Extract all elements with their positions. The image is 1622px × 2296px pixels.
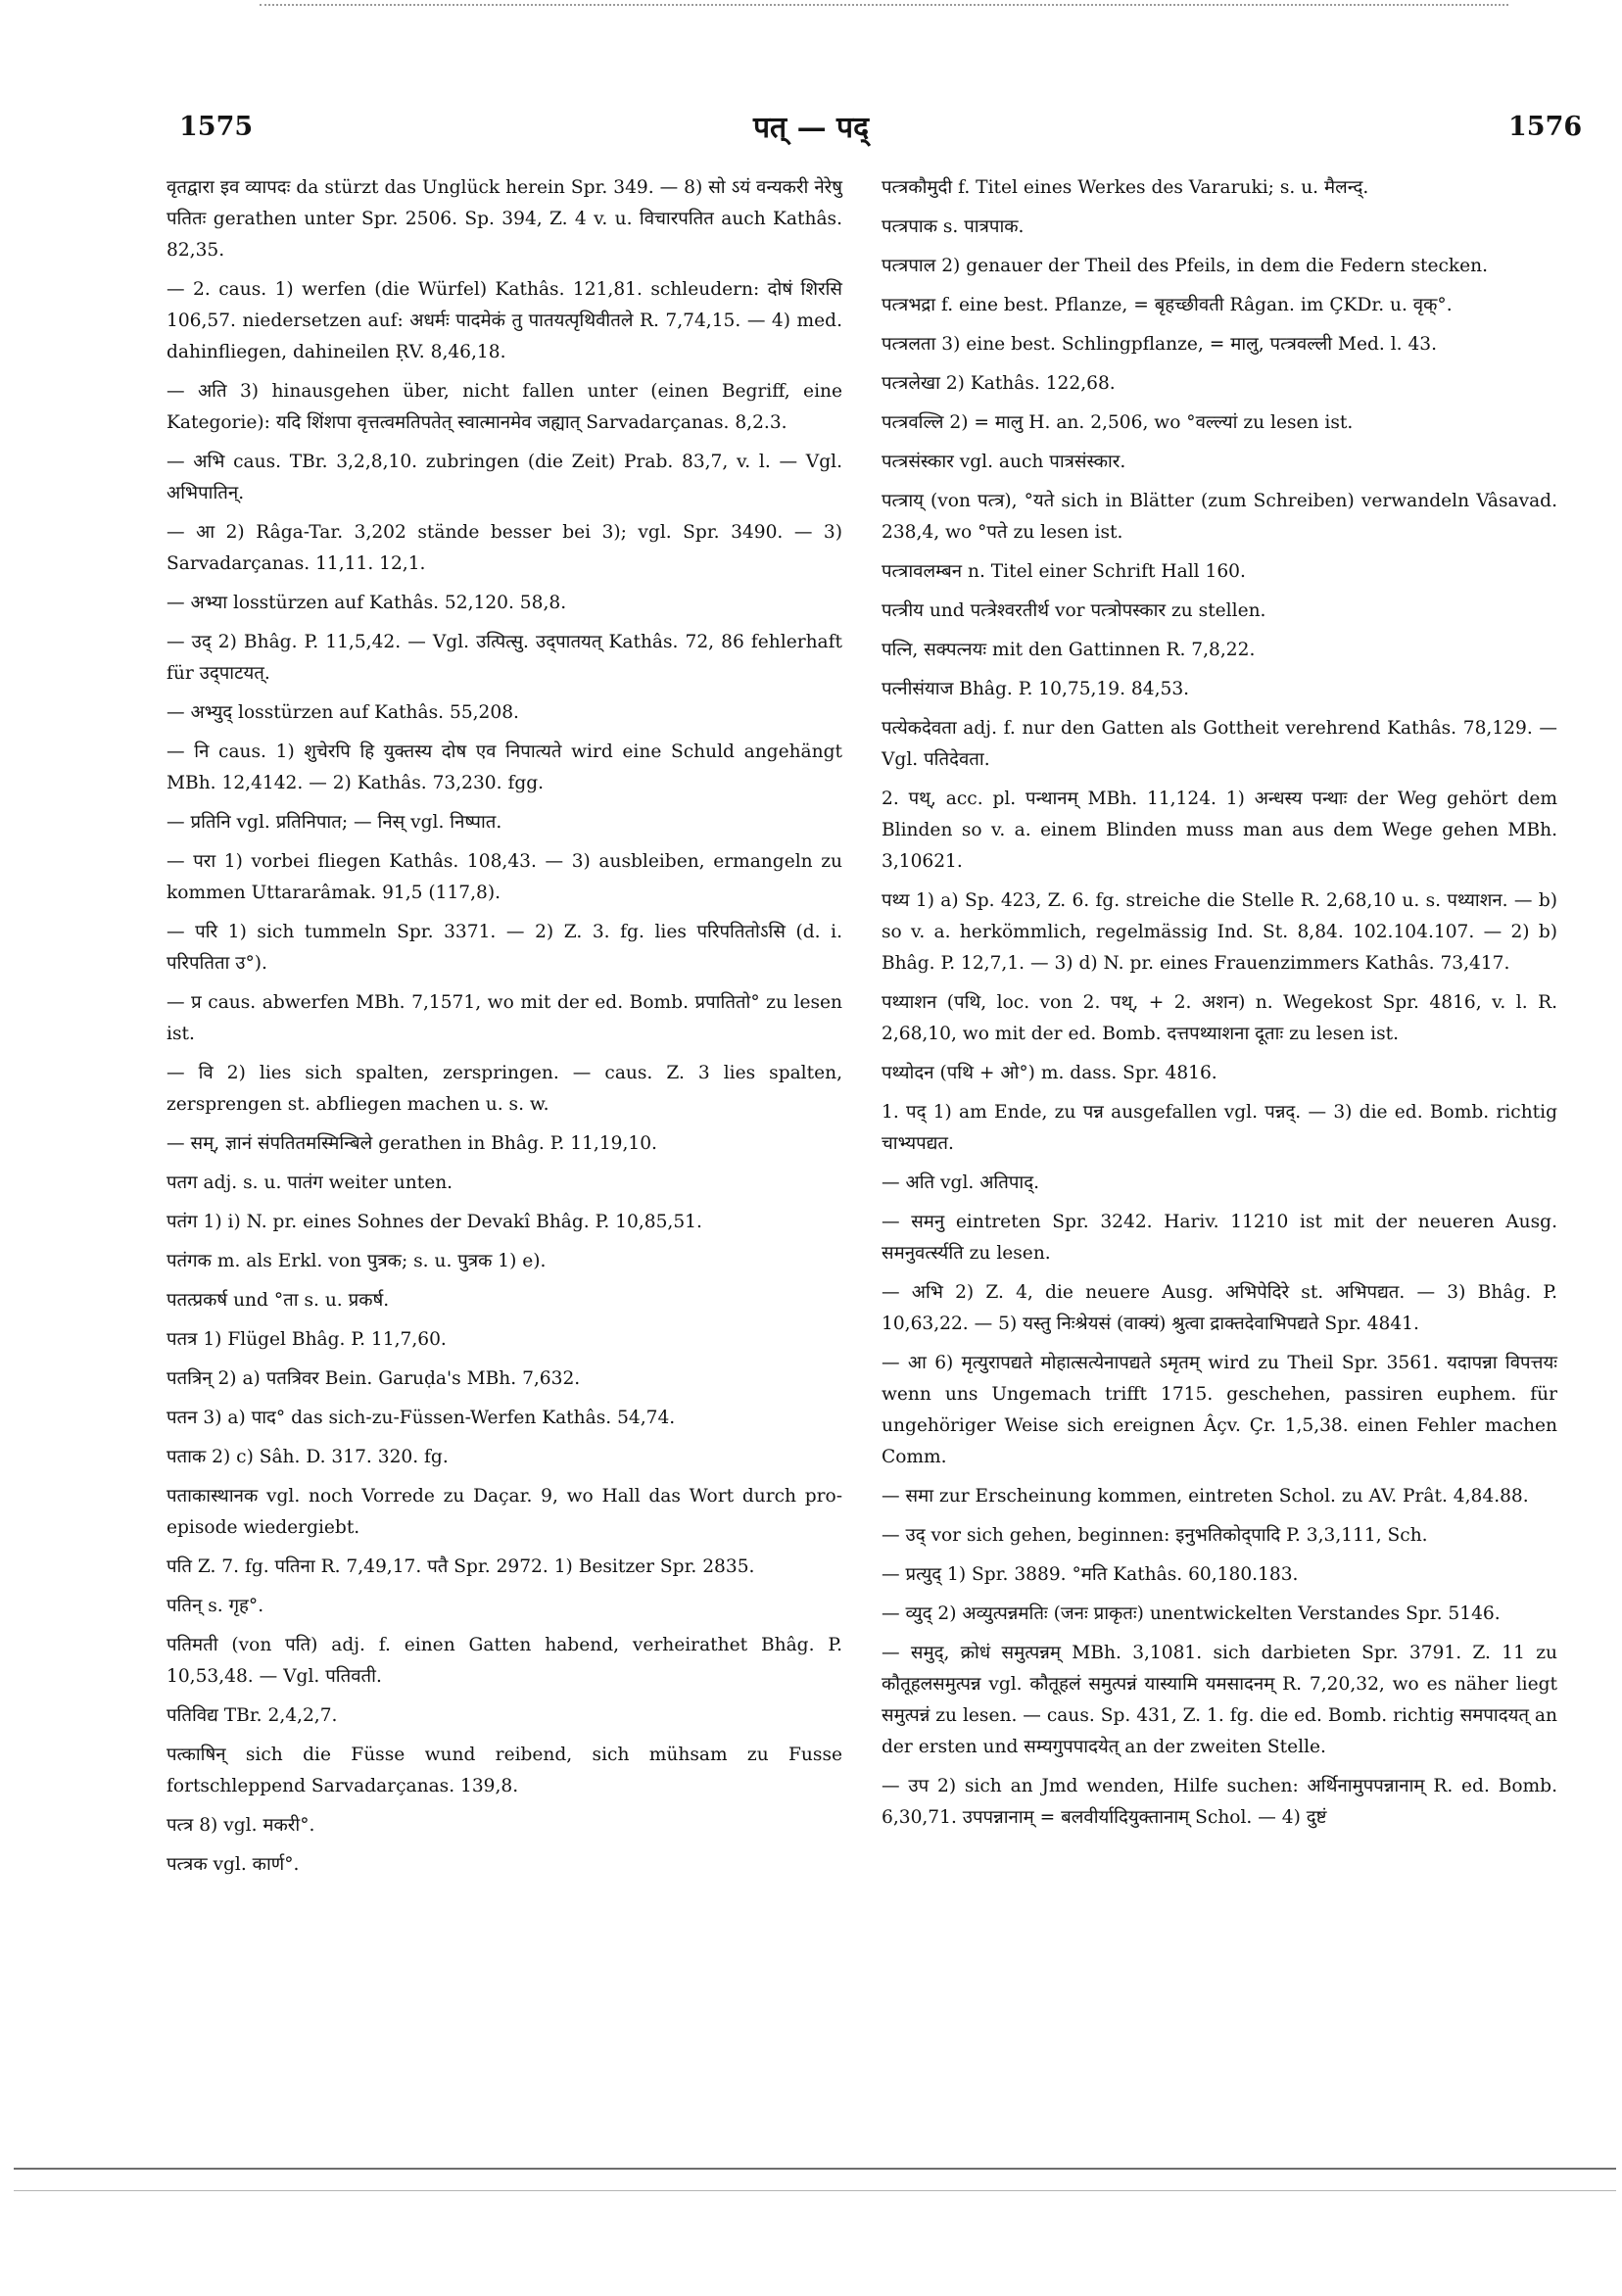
dictionary-entry: — प्रत्युद् 1) Spr. 3889. °मति Kathâs. 60,180.183.: [882, 1564, 1299, 1585]
dictionary-entry: पथ्य 1) a) Sp. 423, Z. 6. fg. streiche die Stelle R. 2,68,10 u. s. पथ्याशन. — b) so v. a. herkömmlich, regelmässig Ind. St. 8,84. 102.104.107. — 2) b) Bhâg. P. 12,7,1. — 3) d) N. pr. eines Frauenzimmers Kathâs. 73,417.: [882, 890, 1557, 974]
dictionary-entry: — उप 2) sich an Jmd wenden, Hilfe suchen: अर्थिनामुपपन्नानाम् R. ed. Bomb. 6,30,71. उपपन्नानाम् = बलवीर्यादियुक्तानाम् Schol. — 4) दुष्टं: [882, 1776, 1557, 1828]
dictionary-entry: पत्त्रवल्लि 2) = मालु H. an. 2,506, wo °वल्ल्यां zu lesen ist.: [882, 412, 1354, 433]
dictionary-entry: पत्त्रीय und पत्त्रेश्वरतीर्थ vor पत्त्रोपस्कार zu stellen.: [882, 600, 1266, 621]
dictionary-entry: — उद् vor sich gehen, beginnen: इनुभतिकोद्पादि P. 3,3,111, Sch.: [882, 1525, 1428, 1546]
dictionary-entry: पतत्र 1) Flügel Bhâg. P. 11,7,60.: [167, 1329, 447, 1350]
dictionary-entry: — अभि 2) Z. 4, die neuere Ausg. अभिपेदिरे st. अभिपद्यत. — 3) Bhâg. P. 10,63,22. — 5) यस्तु निःश्रेयसं (वाक्यं) श्रुत्वा द्राक्तदेवाभिपद्यते Spr. 4841.: [882, 1282, 1557, 1334]
dictionary-entry: पत्त्रकौमुदी f. Titel eines Werkes des Vararuki; s. u. मैलन्द्.: [882, 177, 1369, 198]
left-column: [167, 172, 842, 1889]
dictionary-entry: पतत्प्रकर्ष und °ता s. u. प्रकर्ष.: [167, 1290, 390, 1311]
dictionary-entry: — समनु eintreten Spr. 3242. Hariv. 11210 ist mit der neueren Ausg. समनुवर्त्स्यति zu lesen.: [882, 1212, 1557, 1264]
dictionary-entry: — अति vgl. अतिपाद्.: [882, 1172, 1039, 1193]
dictionary-entry: — समा zur Erscheinung kommen, eintreten Schol. zu AV. Prât. 4,84.88.: [882, 1486, 1529, 1507]
dictionary-entry: — वि 2) lies sich spalten, zerspringen. — caus. Z. 3 lies spalten, zersprengen st. abfliegen machen u. s. w.: [167, 1063, 842, 1115]
dictionary-entry: पत्त्रसंस्कार vgl. auch पात्रसंस्कार.: [882, 452, 1126, 472]
dictionary-entry: — नि caus. 1) शुचेरपि हि युक्तस्य दोष एव निपात्यते wird eine Schuld angehängt MBh. 12,4142. — 2) Kathâs. 73,230. fgg.: [167, 741, 842, 793]
dictionary-entry: पताक 2) c) Sâh. D. 317. 320. fg.: [167, 1447, 449, 1467]
dictionary-entry: पथ्याशन (पथि, loc. von 2. पथ्, + 2. अशन) n. Wegekost Spr. 4816, v. l. R. 2,68,10, wo mit der ed. Bomb. दत्तपथ्याशना दूताः zu lesen ist.: [882, 992, 1557, 1044]
dictionary-entry: — अभि caus. TBr. 3,2,8,10. zubringen (die Zeit) Prab. 83,7, v. l. — Vgl. अभिपातिन्.: [167, 452, 842, 503]
dictionary-entry: पत्त्रपाक s. पात्रपाक.: [882, 216, 1025, 237]
dictionary-entry: पत्त्रभद्रा f. eine best. Pflanze, = बृहच्छीवती Râgan. im ÇKDr. u. वृक्°.: [882, 295, 1453, 315]
dictionary-entry: पत्नीसंयाज Bhâg. P. 10,75,19. 84,53.: [882, 679, 1190, 699]
dictionary-entry: पत्त्रलता 3) eine best. Schlingpflanze, = मालु, पत्त्रवल्ली Med. l. 43.: [882, 334, 1438, 355]
bottom-rule-thin: [14, 2190, 1616, 2191]
dictionary-entry: पतिविद्य TBr. 2,4,2,7.: [167, 1705, 338, 1726]
dictionary-entry: — सम्, ज्ञानं संपतितमस्मिन्बिले gerathen in Bhâg. P. 11,19,10.: [167, 1133, 657, 1154]
dictionary-entry: पत्काषिन् sich die Füsse wund reibend, sich mühsam zu Fusse fortschleppend Sarvadarçanas. 139,8.: [167, 1745, 842, 1796]
dictionary-entry: 2. पथ्, acc. pl. पन्थानम् MBh. 11,124. 1) अन्धस्य पन्थाः der Weg gehört dem Blinden so v. a. einem Blinden muss man aus dem Wege gehen MBh. 3,10621.: [882, 789, 1557, 872]
left-page-number: 1575: [179, 112, 254, 142]
right-column: [882, 172, 1557, 1842]
dictionary-entry: — अभ्युद् losstürzen auf Kathâs. 55,208.: [167, 702, 519, 723]
dictionary-entry: पतन 3) a) पाद° das sich-zu-Füssen-Werfen Kathâs. 54,74.: [167, 1408, 676, 1428]
dictionary-entry: — अभ्या losstürzen auf Kathâs. 52,120. 58,8.: [167, 593, 567, 613]
dictionary-entry: — 2. caus. 1) werfen (die Würfel) Kathâs. 121,81. schleudern: दोषं शिरसि 106,57. niedersetzen auf: अधर्मः पादमेकं तु पातयत्पृथिवीतले R. 7,74,15. — 4) med. dahinfliegen, dahineilen ṚV. 8,46,18.: [167, 279, 842, 362]
dictionary-entry: पतिमती (von पति) adj. f. einen Gatten habend, verheirathet Bhâg. P. 10,53,48. — Vgl. पतिवती.: [167, 1635, 842, 1687]
dictionary-entry: पत्त्रक vgl. कार्ण°.: [167, 1854, 300, 1875]
dictionary-entry: पताकास्थानक vgl. noch Vorrede zu Daçar. 9, wo Hall das Wort durch pro-episode wiedergiebt.: [167, 1486, 842, 1538]
dictionary-entry: — आ 2) Râga-Tar. 3,202 stände besser bei 3); vgl. Spr. 3490. — 3) Sarvadarçanas. 11,11. 12,1.: [167, 522, 842, 574]
dictionary-entry: पत्त्रावलम्बन n. Titel einer Schrift Hall 160.: [882, 561, 1246, 582]
dictionary-entry: पतिन् s. गृह°.: [167, 1596, 264, 1616]
dictionary-entry: — अति 3) hinausgehen über, nicht fallen unter (einen Begriff, eine Kategorie): यदि शिंशपा वृत्तत्वमतिपतेत् स्वात्मानमेव जह्यात् Sarvadarçanas. 8,2.3.: [167, 381, 842, 433]
dictionary-entry: पत्त्रपाल 2) genauer der Theil des Pfeils, in dem die Federn stecken.: [882, 256, 1489, 276]
running-head: पत् — पद्: [753, 111, 869, 145]
dictionary-entry: पत्त्रलेखा 2) Kathâs. 122,68.: [882, 373, 1116, 394]
bottom-rule: [14, 2168, 1616, 2170]
dictionary-entry: पतंगक m. als Erkl. von पुत्रक; s. u. पुत्रक 1) e).: [167, 1251, 547, 1271]
dictionary-entry: पत्नि, सक्पत्नयः mit den Gattinnen R. 7,8,22.: [882, 640, 1256, 660]
dictionary-entry: — आ 6) मृत्युरापद्यते मोहात्सत्येनापद्यते ऽमृतम् wird zu Theil Spr. 3561. यदापन्ना विपत्तयः wenn uns Ungemach trifft 1715. geschehen, passiren euphem. für ungehöriger Weise sich ereignen Âçv. Çr. 1,5,38. einen Fehler machen Comm.: [882, 1353, 1557, 1467]
dictionary-entry: — परा 1) vorbei fliegen Kathâs. 108,43. — 3) ausbleiben, ermangeln zu kommen Uttararâmak. 91,5 (117,8).: [167, 851, 842, 903]
dictionary-entry: — प्र caus. abwerfen MBh. 7,1571, wo mit der ed. Bomb. प्रपातितो° zu lesen ist.: [167, 992, 842, 1044]
dictionary-entry: पति Z. 7. fg. पतिना R. 7,49,17. पतै Spr. 2972. 1) Besitzer Spr. 2835.: [167, 1556, 755, 1577]
dictionary-entry: पत्येकदेवता adj. f. nur den Gatten als Gottheit verehrend Kathâs. 78,129. — Vgl. पतिदेवता.: [882, 718, 1557, 770]
dictionary-entry: पत्त्राय् (von पत्त्र), °यते sich in Blätter (zum Schreiben) verwandeln Vâsavad. 238,4, wo °पते zu lesen ist.: [882, 491, 1557, 543]
dictionary-entry: 1. पद् 1) am Ende, zu पन्न ausgefallen vgl. पन्नद्. — 3) die ed. Bomb. richtig चाभ्यपद्यत.: [882, 1102, 1557, 1154]
dictionary-entry: — उद् 2) Bhâg. P. 11,5,42. — Vgl. उत्पित्सु. उद्पातयत् Kathâs. 72, 86 fehlerhaft für उद्पाटयत्.: [167, 632, 842, 684]
dictionary-entry: — समुद्, क्रोधं समुत्पन्नम् MBh. 3,1081. sich darbieten Spr. 3791. Z. 11 zu कौतूहलसमुत्पन्न vgl. कौतूहलं समुत्पन्नं यास्यामि यमसादनम् R. 7,20,32, wo es näher liegt समुत्पन्नं zu lesen. — caus. Sp. 431, Z. 1. fg. die ed. Bomb. richtig समपादयत् an der ersten und सम्यगुपपादयेत् an der zweiten Stelle.: [882, 1643, 1557, 1757]
right-page-number: 1576: [1508, 112, 1583, 142]
dictionary-entry: पतग adj. s. u. पातंग weiter unten.: [167, 1172, 453, 1193]
dictionary-entry: पत्त्र 8) vgl. मकरी°.: [167, 1815, 315, 1836]
top-dotted-rule: [260, 4, 1508, 6]
dictionary-entry: पतंग 1) i) N. pr. eines Sohnes der Devakî Bhâg. P. 10,85,51.: [167, 1212, 702, 1232]
dictionary-entry: — व्युद् 2) अव्युत्पन्नमतिः (जनः प्राकृतः) unentwickelten Verstandes Spr. 5146.: [882, 1603, 1501, 1624]
dictionary-entry: वृतद्वारा इव व्यापदः da stürzt das Unglück herein Spr. 349. — 8) सो ऽयं वन्यकरी नेरेषु पतितः gerathen unter Spr. 2506. Sp. 394, Z. 4 v. u. विचारपतित auch Kathâs. 82,35.: [167, 177, 842, 261]
dictionary-entry: पथ्योदन (पथि + ओ°) m. dass. Spr. 4816.: [882, 1063, 1217, 1083]
dictionary-entry: — प्रतिनि vgl. प्रतिनिपात; — निस् vgl. निष्पात.: [167, 812, 502, 833]
dictionary-entry: पतत्रिन् 2) a) पतत्रिवर Bein. Garuḍa's MBh. 7,632.: [167, 1368, 581, 1389]
dictionary-entry: — परि 1) sich tummeln Spr. 3371. — 2) Z. 3. fg. lies परिपतितोऽसि (d. i. परिपतिता उ°).: [167, 922, 842, 974]
